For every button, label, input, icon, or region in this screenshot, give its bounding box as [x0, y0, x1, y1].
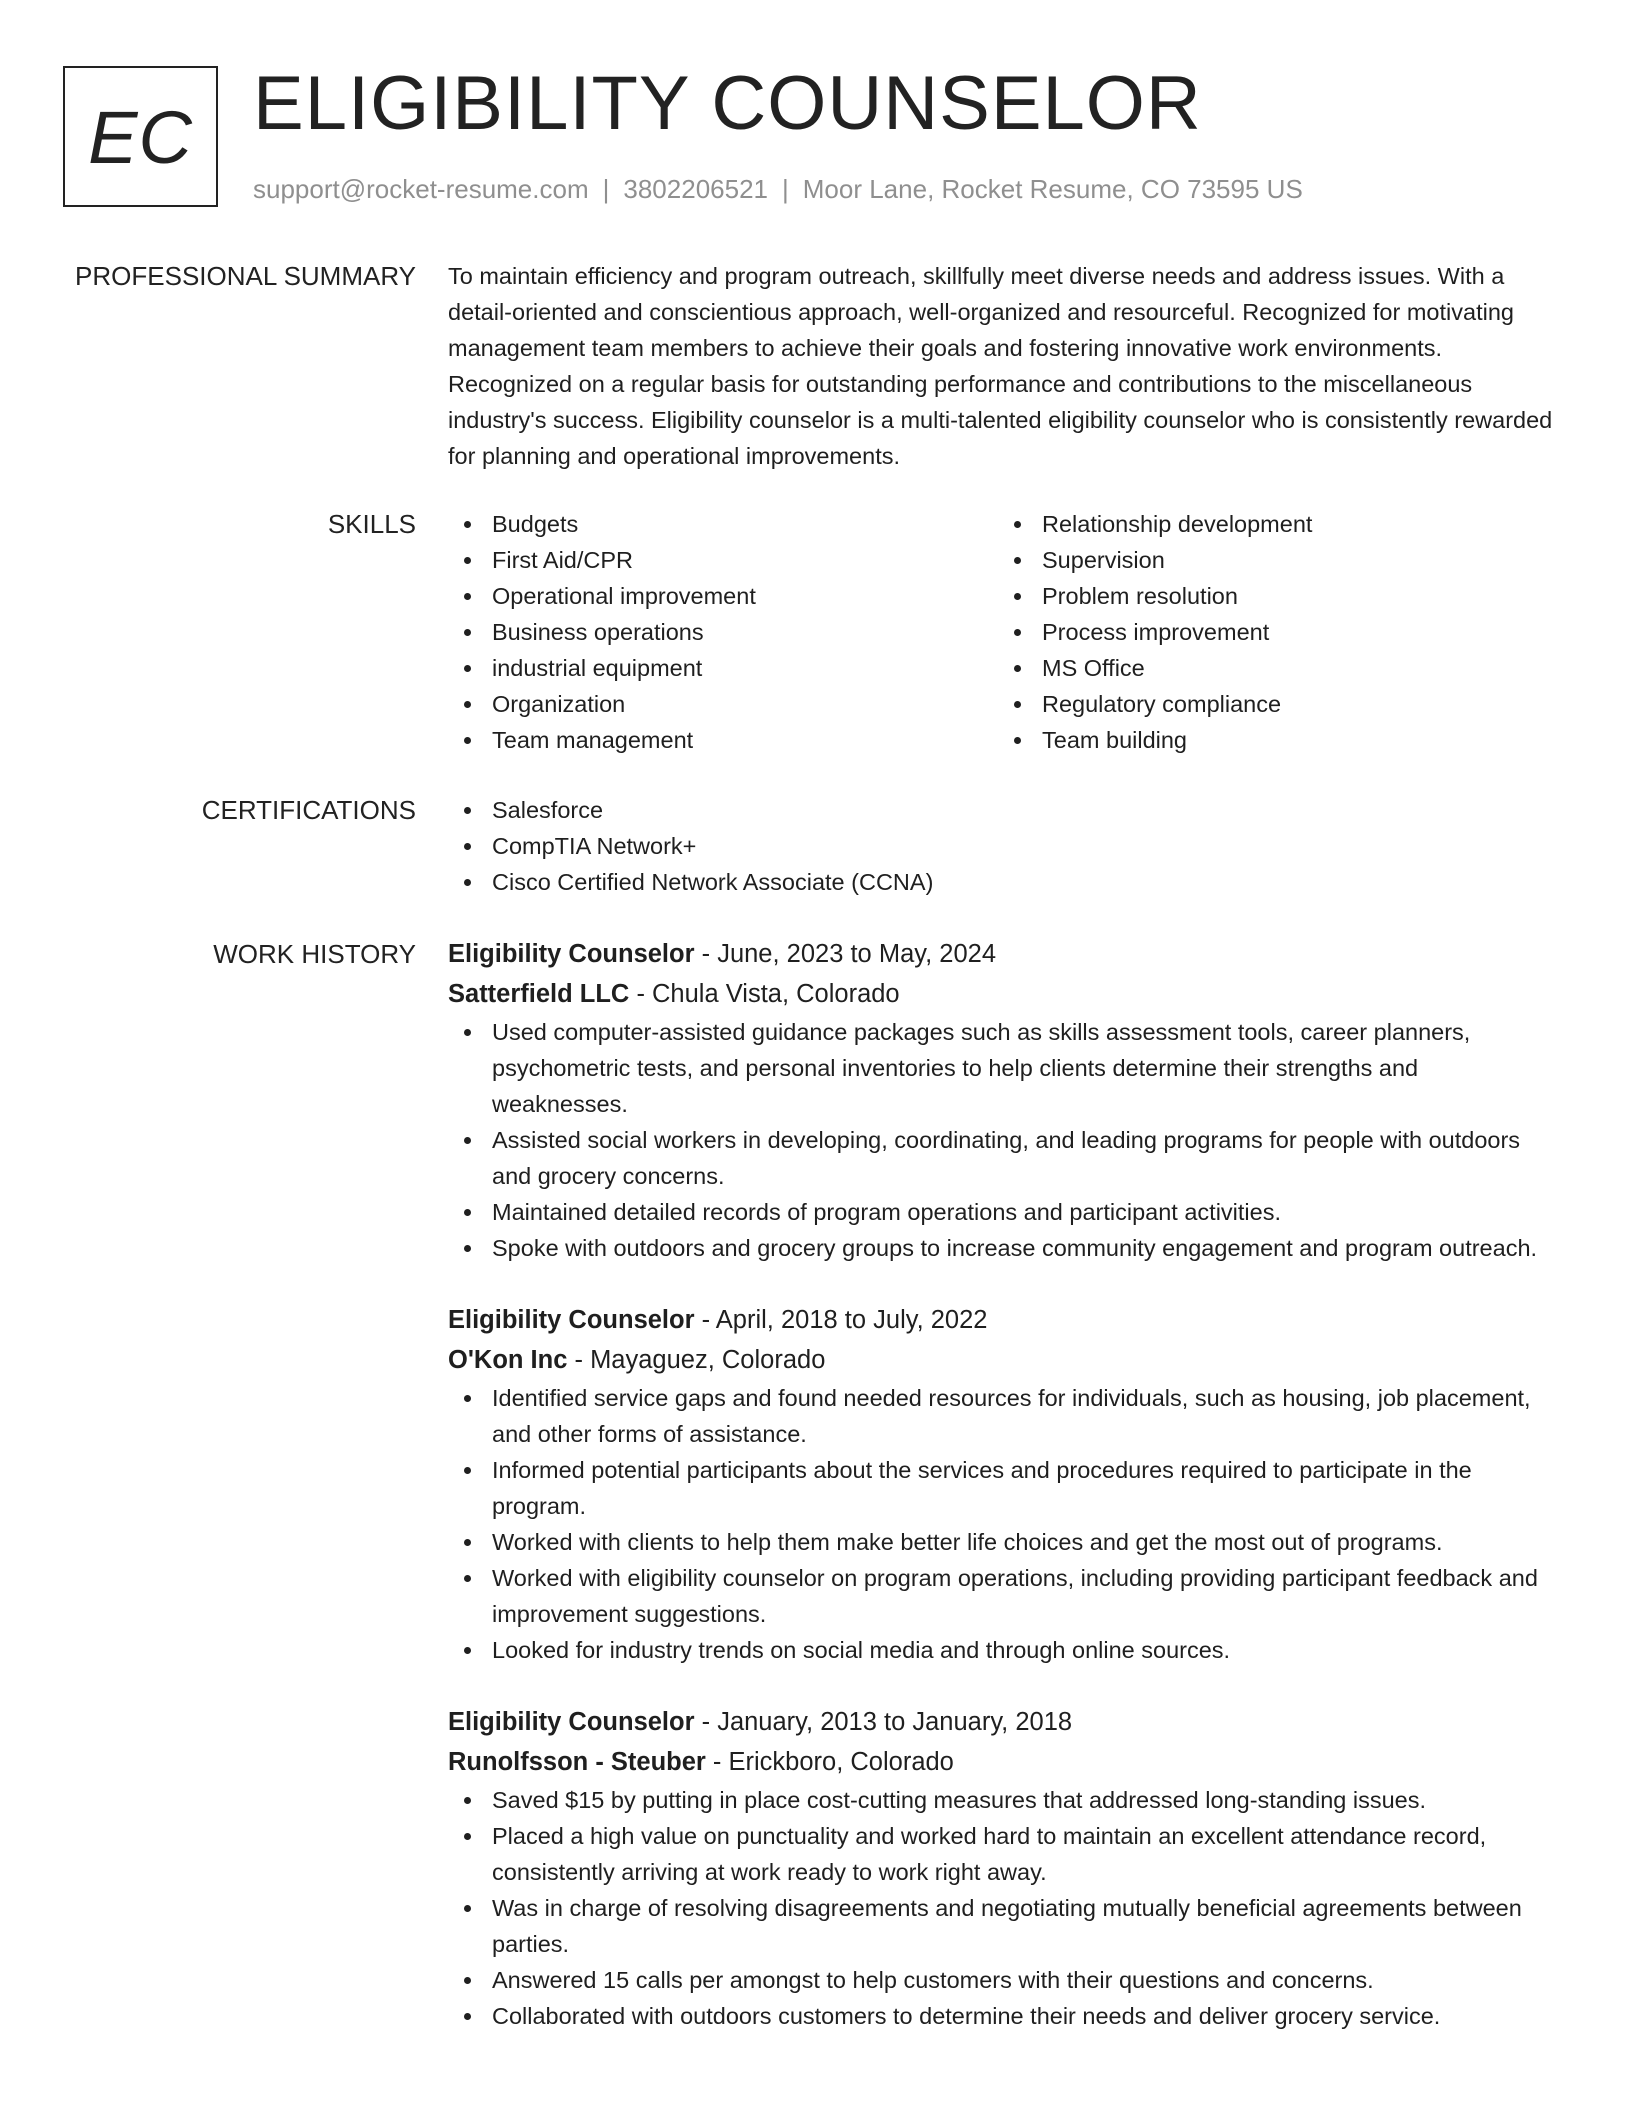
job-bullet: Used computer-assisted guidance packages such as skills assessment tools, career planners, psychometric tests, and personal inventories to help clients determine their strengths and weaknesses.: [492, 1014, 1560, 1122]
job-dates: - June, 2023 to May, 2024: [694, 940, 996, 968]
job-bullet-list: [448, 1380, 1560, 1668]
skill-item: MS Office: [1042, 650, 1548, 686]
job-title-line: [448, 934, 1560, 974]
skill-item: Budgets: [492, 506, 998, 542]
job-entry: [448, 1300, 1560, 1668]
job-bullet: Was in charge of resolving disagreements and negotiating mutually beneficial agreements between parties.: [492, 1890, 1560, 1962]
monogram-initials: EC: [88, 95, 193, 179]
job-bullet-list: [448, 1014, 1560, 1266]
job-title-line: [448, 1702, 1560, 1742]
job-bullet: Looked for industry trends on social media and through online sources.: [492, 1632, 1560, 1668]
job-bullet: Worked with eligibility counselor on program operations, including providing participant feedback and improvement suggestions.: [492, 1560, 1560, 1632]
certification-item: Cisco Certified Network Associate (CCNA): [492, 864, 1560, 900]
summary-heading: PROFESSIONAL SUMMARY: [75, 261, 416, 291]
skill-item: Organization: [492, 686, 998, 722]
job-bullet: Informed potential participants about the services and procedures required to participate in the program.: [492, 1452, 1560, 1524]
certifications-list: [448, 792, 1560, 900]
job-title: Eligibility Counselor: [448, 1306, 695, 1334]
job-company: Satterfield LLC: [448, 980, 630, 1008]
contact-email[interactable]: support@rocket-resume.com: [253, 174, 589, 204]
job-title: Eligibility Counselor: [448, 1708, 695, 1736]
job-title-line: [448, 1300, 1560, 1340]
contact-separator: |: [782, 174, 789, 204]
job-dates: - January, 2013 to January, 2018: [694, 1708, 1073, 1736]
job-dates: - April, 2018 to July, 2022: [694, 1306, 988, 1334]
job-location: - Erickboro, Colorado: [705, 1748, 954, 1776]
skill-item: Business operations: [492, 614, 998, 650]
certifications-heading: CERTIFICATIONS: [201, 795, 416, 825]
contact-line: [253, 174, 1303, 205]
job-company-line: [448, 1340, 1560, 1380]
monogram-box: [63, 66, 218, 207]
skill-item: Supervision: [1042, 542, 1548, 578]
job-bullet: Worked with clients to help them make better life choices and get the most out of programs.: [492, 1524, 1560, 1560]
skills-list-left: [448, 506, 998, 758]
job-bullet: Saved $15 by putting in place cost-cutting measures that addressed long-standing issues.: [492, 1782, 1560, 1818]
skill-item: Process improvement: [1042, 614, 1548, 650]
job-company: O'Kon Inc: [448, 1346, 568, 1374]
certifications-body: [448, 792, 1560, 900]
job-entry: [448, 1702, 1560, 2034]
summary-text: To maintain efficiency and program outreach, skillfully meet diverse needs and address issues. With a detail-oriented and conscientious approach, well-organized and resourceful. Recognized for motivating management team members to achieve their goals and fostering innovative work environments. Recognized on a regular basis for outstanding performance and contributions to the miscellaneous industry's success. Eligibility counselor is a multi-talented eligibility counselor who is consistently rewarded for planning and operational improvements.: [448, 263, 1553, 469]
skills-heading: SKILLS: [327, 509, 416, 539]
job-title: Eligibility Counselor: [448, 940, 695, 968]
skill-item: Team building: [1042, 722, 1548, 758]
job-bullet: Placed a high value on punctuality and worked hard to maintain an excellent attendance record, consistently arriving at work ready to work right away.: [492, 1818, 1560, 1890]
certification-item: CompTIA Network+: [492, 828, 1560, 864]
work-history-body: [448, 934, 1560, 2068]
job-company-line: [448, 1742, 1560, 1782]
skill-item: Relationship development: [1042, 506, 1548, 542]
contact-separator: |: [602, 174, 610, 204]
contact-address: Moor Lane, Rocket Resume, CO 73595 US: [802, 174, 1303, 204]
skill-item: First Aid/CPR: [492, 542, 998, 578]
job-bullet: Answered 15 calls per amongst to help customers with their questions and concerns.: [492, 1962, 1560, 1998]
skills-column-right: [998, 506, 1548, 758]
job-bullet: Assisted social workers in developing, coordinating, and leading programs for people with outdoors and grocery concerns.: [492, 1122, 1560, 1194]
job-bullet-list: [448, 1782, 1560, 2034]
skills-column-left: [448, 506, 998, 758]
job-bullet: Collaborated with outdoors customers to determine their needs and deliver grocery service.: [492, 1998, 1560, 2034]
skill-item: Team management: [492, 722, 998, 758]
job-bullet: Maintained detailed records of program operations and participant activities.: [492, 1194, 1560, 1230]
certification-item: Salesforce: [492, 792, 1560, 828]
skills-list-right: [998, 506, 1548, 758]
job-company-line: [448, 974, 1560, 1014]
skill-item: Problem resolution: [1042, 578, 1548, 614]
job-location: - Mayaguez, Colorado: [567, 1346, 826, 1374]
skill-item: Operational improvement: [492, 578, 998, 614]
skill-item: Regulatory compliance: [1042, 686, 1548, 722]
job-bullet: Spoke with outdoors and grocery groups to increase community engagement and program outreach.: [492, 1230, 1560, 1266]
work-history-heading: WORK HISTORY: [213, 939, 416, 969]
contact-phone[interactable]: 3802206521: [623, 174, 768, 204]
job-location: - Chula Vista, Colorado: [629, 980, 900, 1008]
job-bullet: Identified service gaps and found needed resources for individuals, such as housing, job placement, and other forms of assistance.: [492, 1380, 1560, 1452]
job-company: Runolfsson - Steuber: [448, 1748, 706, 1776]
job-entry: [448, 934, 1560, 1266]
resume-name: ELIGIBILITY COUNSELOR: [253, 61, 1202, 146]
summary-body: [448, 258, 1560, 474]
skills-grid: [448, 506, 1560, 758]
skill-item: industrial equipment: [492, 650, 998, 686]
